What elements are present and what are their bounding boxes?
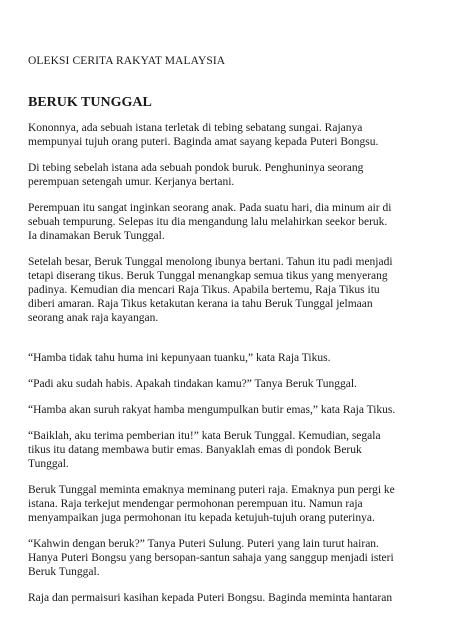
paragraph-line: istana. Raja terkejut mendengar permohonan perempuan itu. Namun raja — [28, 498, 363, 510]
story-paragraph — [28, 121, 448, 149]
paragraph-line: Tunggal. — [28, 458, 69, 470]
paragraph-line: “Hamba tidak tahu huma ini kepunyaan tuanku,” kata Raja Tikus. — [28, 352, 331, 364]
collection-header: OLEKSI CERITA RAKYAT MALAYSIA — [28, 55, 226, 67]
paragraph-line: Hanya Puteri Bongsu yang bersopan-santun sahaja yang sanggup menjadi isteri — [28, 552, 394, 564]
paragraph-line: Beruk Tunggal. — [28, 566, 100, 578]
paragraph-line: “Hamba akan suruh rakyat hamba mengumpulkan butir emas,” kata Raja Tikus. — [28, 404, 396, 416]
paragraph-line: Di tebing sebelah istana ada sebuah pondok buruk. Penghuninya seorang — [28, 162, 364, 174]
paragraph-line: seorang anak raja kayangan. — [28, 312, 159, 324]
paragraph-line: sebuah tempurung. Selepas itu dia mengandung lalu melahirkan seekor beruk. — [28, 216, 388, 228]
story-title: BERUK TUNGGAL — [28, 95, 152, 110]
story-paragraph — [28, 377, 448, 391]
paragraph-line: perempuan setengah umur. Kerjanya bertani. — [28, 176, 235, 188]
story-paragraph — [28, 255, 448, 325]
paragraph-line: “Padi aku sudah habis. Apakah tindakan kamu?” Tanya Beruk Tunggal. — [28, 378, 357, 390]
paragraph-line: diberi amaran. Raja Tikus ketakutan kerana ia tahu Beruk Tunggal jelmaan — [28, 298, 373, 310]
paragraph-line: “Kahwin dengan beruk?” Tanya Puteri Sulung. Puteri yang lain turut hairan. — [28, 538, 379, 550]
story-paragraph — [28, 403, 448, 417]
paragraph-line: Perempuan itu sangat inginkan seorang anak. Pada suatu hari, dia minum air di — [28, 202, 392, 214]
story-paragraph — [28, 591, 448, 605]
story-paragraph — [28, 483, 448, 525]
paragraph-line: Ia dinamakan Beruk Tunggal. — [28, 230, 165, 242]
paragraph-line: padinya. Kemudian dia mencari Raja Tikus. Apabila bertemu, Raja Tikus itu — [28, 284, 380, 296]
story-paragraph — [28, 537, 448, 579]
paragraph-line: Raja dan permaisuri kasihan kepada Puteri Bongsu. Baginda meminta hantaran — [28, 592, 393, 604]
story-body — [28, 121, 448, 617]
paragraph-line: Setelah besar, Beruk Tunggal menolong ibunya bertani. Tahun itu padi menjadi — [28, 256, 393, 268]
paragraph-line: Beruk Tunggal meminta emaknya meminang puteri raja. Emaknya pun pergi ke — [28, 484, 395, 496]
paragraph-line: mempunyai tujuh orang puteri. Baginda amat sayang kepada Puteri Bongsu. — [28, 136, 379, 148]
paragraph-line: Kononnya, ada sebuah istana terletak di tebing sebatang sungai. Rajanya — [28, 122, 363, 134]
paragraph-line: tetapi diserang tikus. Beruk Tunggal menangkap semua tikus yang menyerang — [28, 270, 388, 282]
paragraph-line: menyampaikan juga permohonan itu kepada ketujuh-tujuh orang puterinya. — [28, 512, 375, 524]
story-paragraph — [28, 201, 448, 243]
story-paragraph — [28, 351, 448, 365]
story-paragraph — [28, 429, 448, 471]
paragraph-line: tikus itu datang membawa butir emas. Banyaklah emas di pondok Beruk — [28, 444, 362, 456]
story-paragraph — [28, 161, 448, 189]
paragraph-line: “Baiklah, aku terima pemberian itu!” kata Beruk Tunggal. Kemudian, segala — [28, 430, 381, 442]
